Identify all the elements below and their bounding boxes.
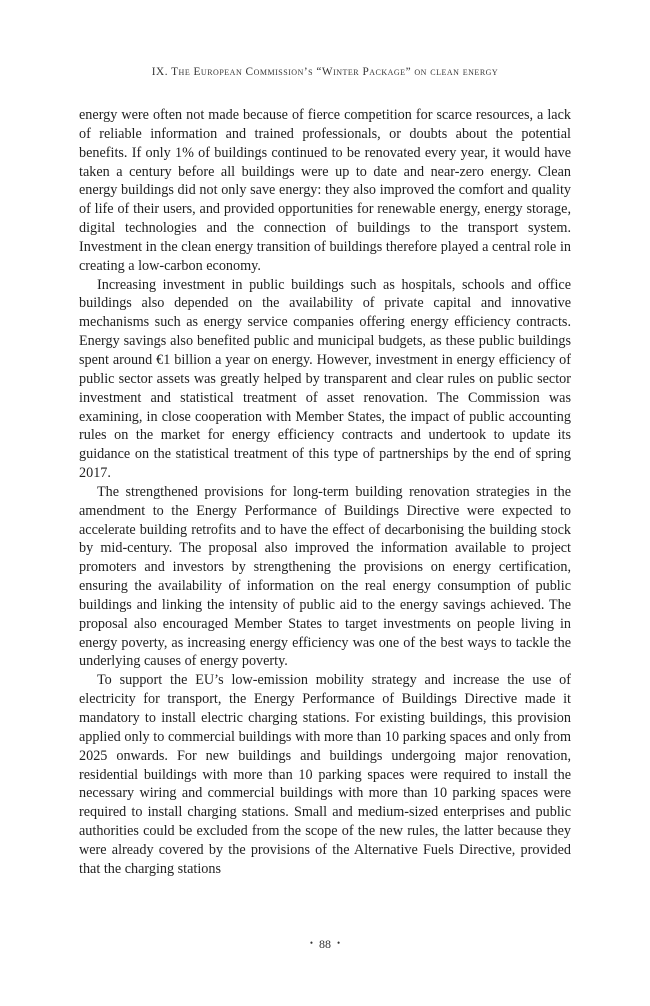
bullet-left: •	[309, 938, 313, 948]
running-header: IX. The European Commission’s “Winter Package” on clean energy	[151, 66, 499, 78]
page-body	[79, 106, 571, 879]
page-footer	[0, 937, 650, 952]
paragraph: Increasing investment in public buildings such as hospitals, schools and office buildings also depended on the availability of private capital and innovative mechanisms such as energy service companies offering energy efficiency contracts. Energy savings also benefited public and municipal budgets, as these public buildings spent around €1 billion a year on energy. However, investment in energy efficiency of public sector assets was greatly helped by transparent and clear rules on public sector investment and statistical treatment of asset renovation. The Commission was examining, in close cooperation with Member States, the impact of public accounting rules on the market for energy efficiency contracts and undertook to update its guidance on the statistical treatment of this type of partnerships by the end of spring 2017.	[79, 276, 571, 482]
page-number: 88	[319, 937, 331, 951]
bullet-right: •	[337, 938, 341, 948]
paragraph: To support the EU’s low-emission mobility strategy and increase the use of electricity for transport, the Energy Performance of Buildings Directive made it mandatory to install electric charging stations. For existing buildings, this provision applied only to commercial buildings with more than 10 parking spaces and only from 2025 onwards. For new buildings and buildings undergoing major renovation, residential buildings with more than 10 parking spaces were required to install the necessary wiring and commercial buildings with more than 10 parking spaces were required to install charging stations. Small and medium-sized enterprises and public authorities could be excluded from the scope of the new rules, the latter because they were already covered by the provisions of the Alternative Fuels Directive, provided that the charging stations	[79, 672, 571, 877]
paragraph: The strengthened provisions for long-term building renovation strategies in the amendment to the Energy Performance of Buildings Directive were expected to accelerate building retrofits and to have the effect of decarbonising the building stock by mid-century. The proposal also improved the information available to project promoters and investors by strengthening the provisions on energy certification, ensuring the availability of information on the real energy consumption of public buildings and linking the intensity of public aid to the energy savings achieved. The proposal also encouraged Member States to target investments on people living in energy poverty, as increasing energy efficiency was one of the best ways to tackle the underlying causes of energy poverty.	[79, 483, 571, 670]
paragraph-continued: energy were often not made because of fierce competition for scarce resources, a lack of reliable information and trained professionals, or doubts about the potential benefits. If only 1% of buildings continued to be renovated every year, it would have taken a century before all buildings were up to date and near-zero energy. Clean energy buildings did not only save energy: they also improved the comfort and quality of life of their users, and provided opportunities for renewable energy, energy storage, digital technologies and the connection of buildings to the transport system. Investment in the clean energy transition of buildings therefore played a central role in creating a low-carbon economy.	[79, 107, 571, 274]
